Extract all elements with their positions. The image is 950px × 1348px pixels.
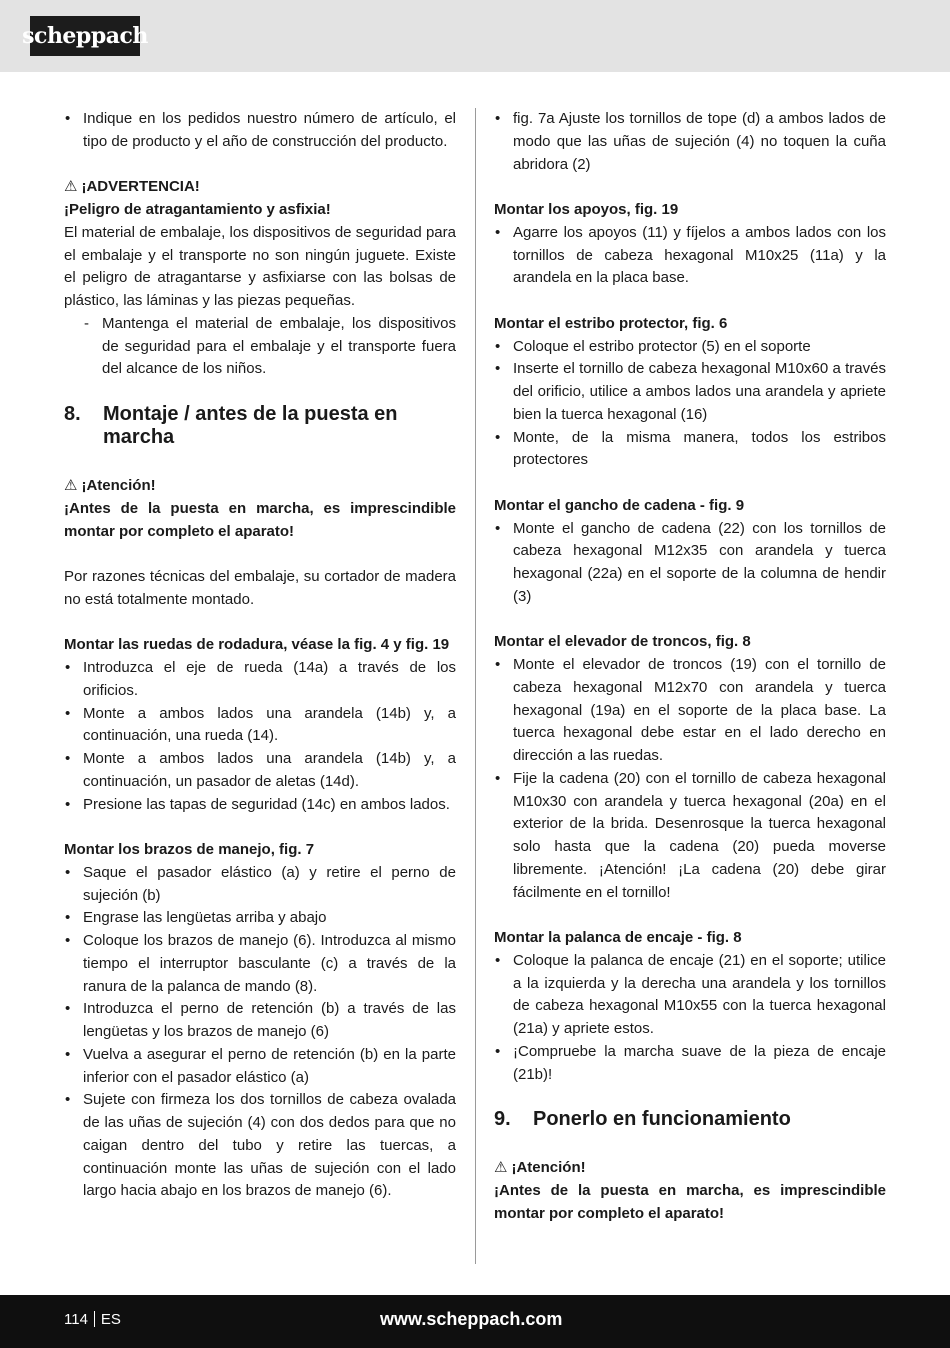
warning-triangle-icon: ⚠	[64, 477, 78, 494]
lever-list	[494, 950, 886, 1087]
wheels-heading: Montar las ruedas de rodadura, véase la fig. 4 y fig. 19	[64, 636, 450, 654]
header-bar	[0, 0, 950, 72]
warning-text: El material de embalaje, los dispositivos de seguridad para el embalaje y el transporte no son ningún juguete. Existe el peligro de atragantarse y asfixiarse con las bolsas de plástico, las láminas y las piezas pequeñas.	[64, 223, 456, 309]
guard-heading: Montar el estribo protector, fig. 6	[494, 314, 728, 332]
arms-heading: Montar los brazos de manejo, fig. 7	[64, 841, 315, 858]
list-item: • Introduzca el perno de retención (b) a través de las lengüetas y los brazos de manejo (6)	[64, 998, 456, 1044]
list-item: • Introduzca el eje de rueda (14a) a través de los orificios.	[64, 657, 456, 703]
guard-list	[494, 336, 886, 473]
intro-list	[64, 108, 456, 154]
list-item: • ¡Compruebe la marcha suave de la pieza de encaje (21b)!	[494, 1041, 886, 1087]
attention-text: ¡Antes de la puesta en marcha, es imprescindible montar por completo el aparato!	[494, 1182, 886, 1222]
list-item: • Inserte el tornillo de cabeza hexagonal M10x60 a través del orificio, utilice a ambos lados una arandela y apriete bien la tuerca hexagonal (16)	[494, 358, 886, 426]
warning-subtitle: ¡Peligro de atragantamiento y asfixia!	[64, 201, 331, 218]
list-item: • Monte el gancho de cadena (22) con los tornillos de cabeza hexagonal M12x35 con arandela y tuerca hexagonal (22a) en el soporte de la columna de hendir (3)	[494, 518, 886, 609]
warning-triangle-icon: ⚠	[64, 178, 78, 196]
right-column	[494, 108, 886, 1226]
attention-text: ¡Antes de la puesta en marcha, es imprescindible montar por completo el aparato!	[64, 499, 456, 540]
page-number: 114 ES	[64, 1311, 121, 1328]
list-item: • Fije la cadena (20) con el tornillo de cabeza hexagonal M10x30 con arandela y tuerca hexagonal (20a) en el exterior de la brida. Desenrosque la tuerca hexagonal solo hasta que la cadena (20) pueda moverse libremente. ¡Atención! ¡La cadena (20) debe girar fácilmente en el tornillo!	[494, 768, 886, 905]
supports-list	[494, 222, 886, 290]
attention-heading: ⚠ ¡Atención!	[64, 477, 156, 494]
list-item: • Coloque la palanca de encaje (21) en el soporte; utilice a la izquierda y la derecha una arandela y los tornillos de cabeza hexagonal M10x55 con la tuerca hexagonal (21a) y apriete estos.	[494, 950, 886, 1041]
footer-bar	[0, 1295, 950, 1348]
list-item: • Coloque los brazos de manejo (6). Introduzca al mismo tiempo el interruptor basculante (c) a través de la ranura de la palanca de mando (8).	[64, 930, 456, 998]
scheppach-logo: scheppach	[30, 16, 140, 56]
list-item: • Vuelva a asegurar el perno de retención (b) en la parte inferior con el pasador elástico (a)	[64, 1044, 456, 1090]
website-url: www.scheppach.com	[380, 1309, 563, 1329]
left-column	[64, 108, 456, 1203]
list-item: • Sujete con firmeza los dos tornillos de cabeza ovalada de las uñas de sujeción (4) con dos dedos para que no caigan dentro del tubo y retire las tuercas, a continuación monte las uñas de sujeción con el lado largo hacia abajo en los brazos de manejo (6).	[64, 1089, 456, 1203]
list-item: • Monte el elevador de troncos (19) con el tornillo de cabeza hexagonal M12x70 con arandela y tuerca hexagonal (19a) en el soporte de la placa base. La tuerca hexagonal debe estar en el lado derecho en dirección a las ruedas.	[494, 654, 886, 768]
list-item: - Mantenga el material de embalaje, los dispositivos de seguridad para el embalaje y el transporte fuera del alcance de los niños.	[84, 313, 456, 381]
fig7a-list	[494, 108, 886, 176]
wheels-list	[64, 657, 456, 816]
warning-dash-list	[64, 313, 456, 381]
list-item: • Monte a ambos lados una arandela (14b) y, a continuación, un pasador de aletas (14d).	[64, 748, 456, 794]
list-item: • Coloque el estribo protector (5) en el soporte	[494, 336, 886, 359]
lifter-list	[494, 654, 886, 904]
list-item: • Presione las tapas de seguridad (14c) en ambos lados.	[64, 794, 456, 817]
lifter-heading: Montar el elevador de troncos, fig. 8	[494, 633, 751, 651]
section-9-heading: 9. Ponerlo en funcionamiento	[494, 1108, 791, 1131]
list-item: • Monte, de la misma manera, todos los estribos protectores	[494, 427, 886, 473]
supports-heading: Montar los apoyos, fig. 19	[494, 201, 679, 218]
hook-list	[494, 518, 886, 609]
list-item: • Agarre los apoyos (11) y fíjelos a ambos lados con los tornillos de cabeza hexagonal M10x25 (11a) y la arandela en la placa base.	[494, 222, 886, 290]
warning-triangle-icon: ⚠	[494, 1159, 508, 1177]
list-item: • Indique en los pedidos nuestro número de artículo, el tipo de producto y el año de construcción del producto.	[64, 108, 456, 154]
arms-list	[64, 862, 456, 1203]
list-item: • Monte a ambos lados una arandela (14b) y, a continuación, una rueda (14).	[64, 703, 456, 749]
hook-heading: Montar el gancho de cadena - fig. 9	[494, 496, 745, 514]
packaging-text: Por razones técnicas del embalaje, su cortador de madera no está totalmente montado.	[64, 568, 456, 608]
column-divider	[475, 108, 476, 1264]
list-item: • Engrase las lengüetas arriba y abajo	[64, 907, 456, 930]
section-8-heading: 8. Montaje / antes de la puesta en marcha	[64, 403, 398, 448]
list-item: • fig. 7a Ajuste los tornillos de tope (d) a ambos lados de modo que las uñas de sujeción (4) no toquen la cuña abridora (2)	[494, 108, 886, 176]
attention-heading: ⚠ ¡Atención!	[494, 1159, 586, 1177]
lever-heading: Montar la palanca de encaje - fig. 8	[494, 929, 742, 946]
warning-heading: ⚠ ¡ADVERTENCIA!	[64, 178, 200, 196]
list-item: • Saque el pasador elástico (a) y retire el perno de sujeción (b)	[64, 862, 456, 908]
